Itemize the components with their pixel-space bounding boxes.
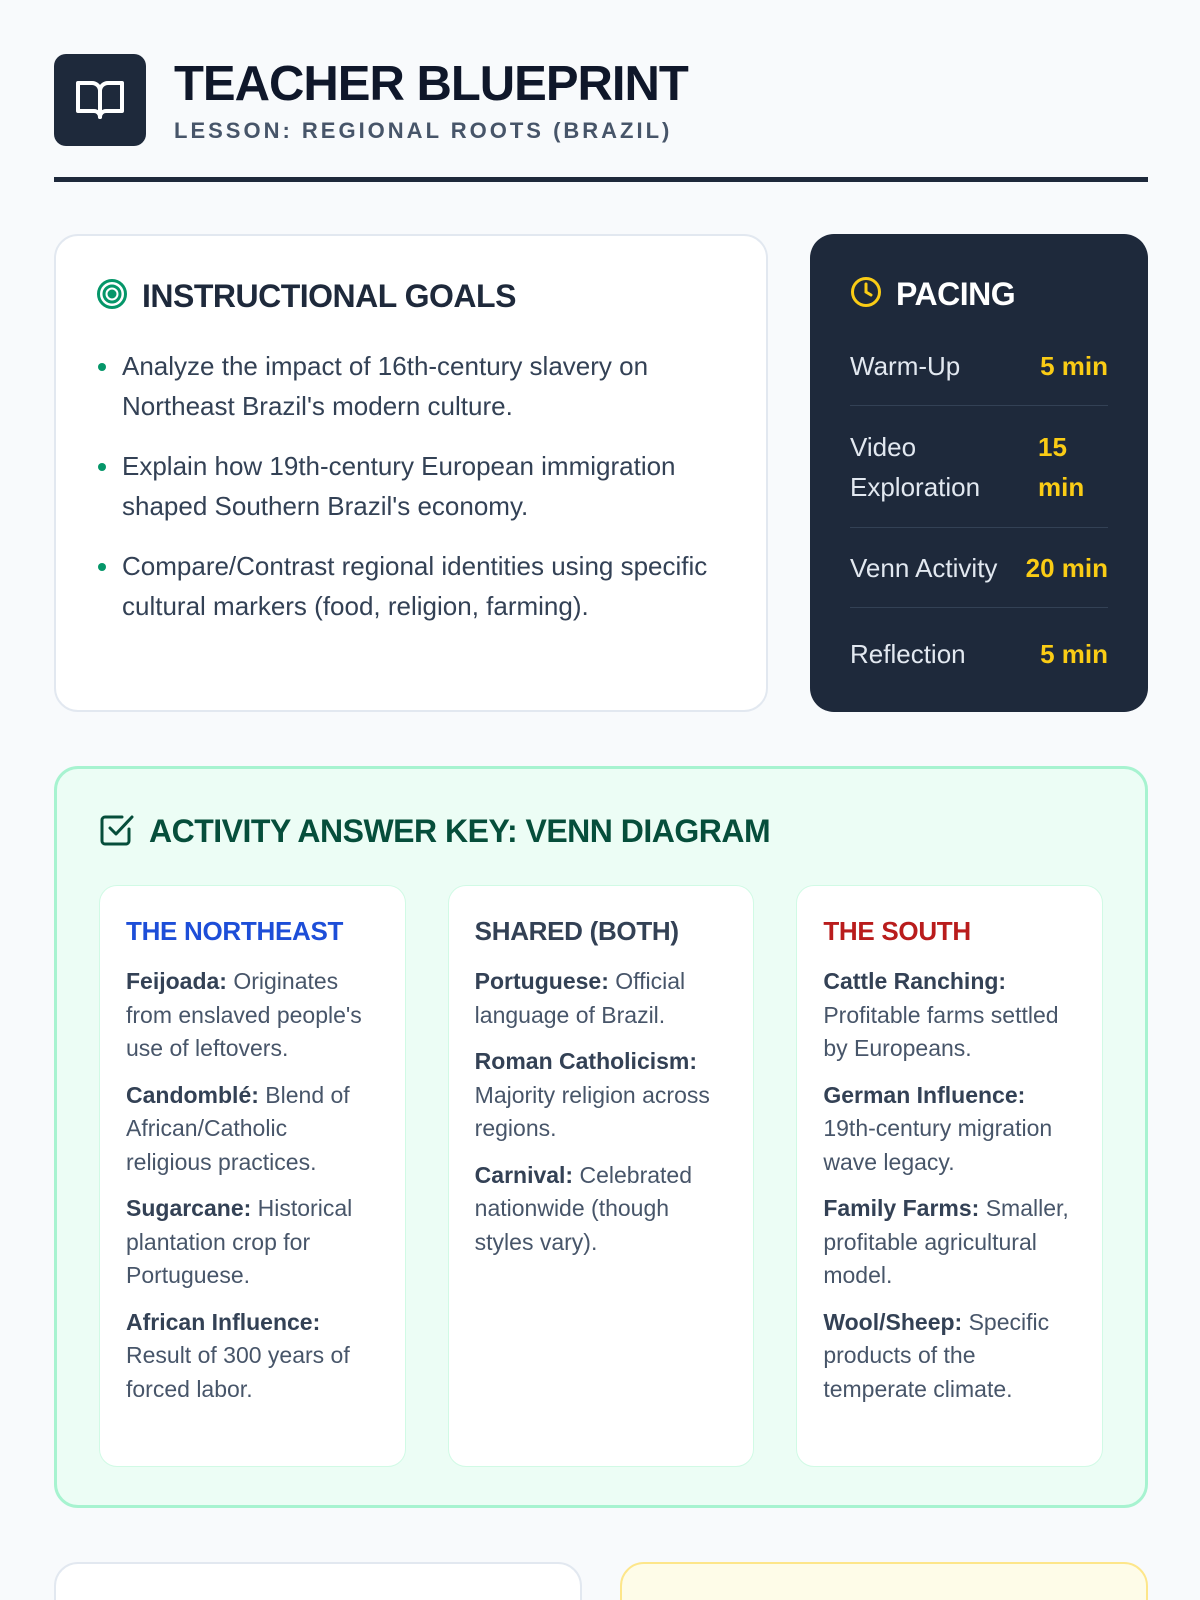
pacing-label: Warm-Up xyxy=(850,350,961,381)
list-item xyxy=(823,1079,1076,1180)
pacing-label: Venn Activity xyxy=(850,552,998,583)
item-description: Official language of Brazil. xyxy=(474,968,686,1028)
item-term: Roman Catholicism: xyxy=(474,1048,698,1074)
list-item xyxy=(823,965,1076,1066)
clock-icon xyxy=(850,276,882,313)
goals-heading: INSTRUCTIONAL GOALS xyxy=(142,277,516,314)
item-term: German Influence: xyxy=(823,1081,1026,1108)
pacing-duration: 5 min xyxy=(1040,639,1108,669)
checkbox-icon xyxy=(99,811,135,852)
answer-key-card xyxy=(54,766,1148,1508)
item-description: Result of 300 years of forced labor. xyxy=(126,1342,350,1402)
goals-list xyxy=(96,346,726,626)
item-term: Wool/Sheep: xyxy=(823,1308,963,1335)
list-item: Explain how 19th-century European immigration shaped Southern Brazil's economy. xyxy=(96,446,726,526)
pacing-duration: 20 min xyxy=(1025,552,1108,583)
page-title: TEACHER BLUEPRINT xyxy=(174,57,688,111)
item-description: Originates from enslaved people's use of leftovers. xyxy=(126,968,362,1061)
item-description: Profitable farms settled by Europeans. xyxy=(823,1001,1059,1061)
list-item xyxy=(823,1306,1076,1407)
list-item xyxy=(475,1159,728,1260)
item-description: Specific products of the temperate climate. xyxy=(823,1308,1050,1402)
list-item xyxy=(475,965,728,1032)
list-item xyxy=(475,1045,728,1146)
pacing-label: Reflection xyxy=(850,639,966,669)
item-description: Celebrated nationwide (though styles vary). xyxy=(474,1161,693,1255)
list-item xyxy=(823,1192,1076,1293)
bottom-left-card xyxy=(54,1562,582,1600)
page-header xyxy=(54,54,1148,182)
pacing-card xyxy=(810,234,1148,712)
item-term: Cattle Ranching: xyxy=(823,968,1007,994)
venn-column-northeast xyxy=(99,885,406,1467)
list-item: Analyze the impact of 16th-century slavery on Northeast Brazil's modern culture. xyxy=(96,346,726,426)
instructional-goals-card xyxy=(54,234,768,712)
item-description: Historical plantation crop for Portuguese. xyxy=(126,1195,353,1288)
list-item xyxy=(126,1306,379,1407)
lesson-subtitle: LESSON: REGIONAL ROOTS (BRAZIL) xyxy=(174,118,673,143)
list-item xyxy=(126,1192,379,1293)
list-item: Compare/Contrast regional identities using specific cultural markers (food, religion, farming). xyxy=(96,546,726,626)
item-description: Smaller, profitable agricultural model. xyxy=(823,1195,1069,1288)
answer-key-heading: ACTIVITY ANSWER KEY: VENN DIAGRAM xyxy=(149,812,771,849)
pacing-row xyxy=(850,326,1108,406)
pacing-duration: 15 min xyxy=(1038,431,1085,502)
pacing-label: Video Exploration xyxy=(850,431,981,502)
item-term: Carnival: xyxy=(474,1161,574,1188)
pacing-row xyxy=(850,406,1108,528)
pacing-row xyxy=(850,608,1108,700)
item-term: Family Farms: xyxy=(823,1195,980,1221)
target-icon xyxy=(96,278,128,315)
item-description: Blend of African/Catholic religious practices. xyxy=(126,1081,350,1175)
pacing-heading: PACING xyxy=(896,275,1016,312)
item-description: Majority religion across regions. xyxy=(474,1081,710,1141)
list-item xyxy=(126,1079,379,1180)
pacing-duration: 5 min xyxy=(1040,350,1108,381)
pacing-row xyxy=(850,528,1108,608)
column-title: THE NORTHEAST xyxy=(126,916,344,946)
venn-column-shared xyxy=(448,885,755,1467)
item-term: African Influence: xyxy=(126,1308,321,1335)
item-description: 19th-century migration wave legacy. xyxy=(823,1115,1053,1175)
item-term: Portuguese: xyxy=(474,968,609,994)
column-title: SHARED (BOTH) xyxy=(474,916,679,946)
column-title: THE SOUTH xyxy=(823,916,971,946)
item-term: Feijoada: xyxy=(126,968,227,994)
book-open-icon xyxy=(54,54,146,146)
item-term: Candomblé: xyxy=(126,1081,259,1108)
bottom-right-card xyxy=(620,1562,1148,1600)
list-item xyxy=(126,965,379,1066)
item-term: Sugarcane: xyxy=(126,1195,252,1221)
venn-column-south xyxy=(796,885,1103,1467)
